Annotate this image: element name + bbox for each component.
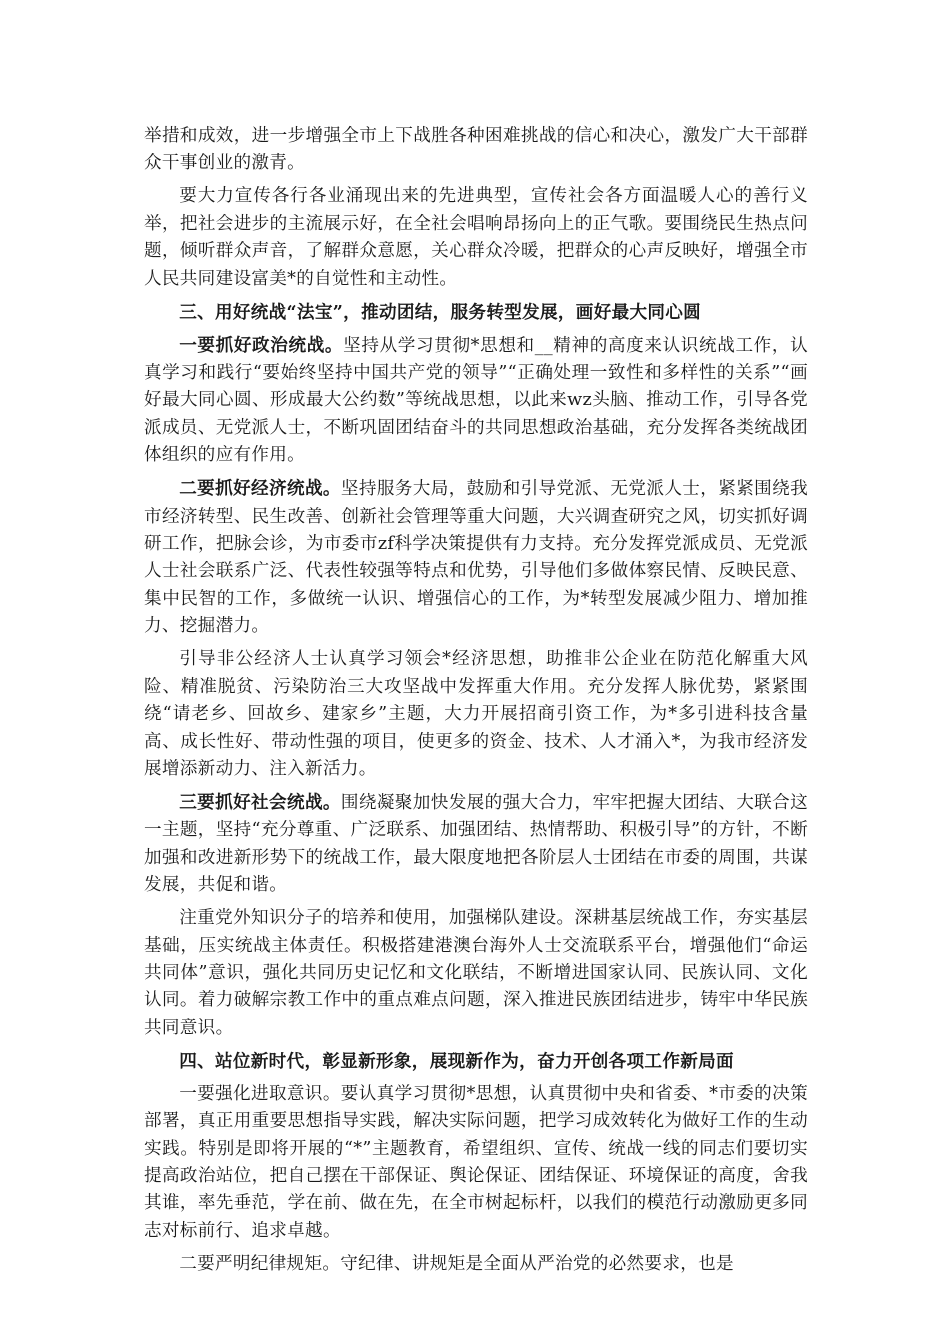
paragraph-intellectuals: 注重党外知识分子的培养和使用，加强梯队建设。深耕基层统战工作，夯实基层基础，压实统战主体责任。积极搭建港澳台海外人士交流联系平台，增强他们“命运共同体”意识，强化共同历史记忆和文化联结，不断增进国家认同、民族认同、文化认同。着力破解宗教工作中的重点难点问题，深入推进民族团结进步，铸牢中华民族共同意识。 <box>144 908 808 1038</box>
paragraph-body: 坚持从学习贯彻*思想和__精神的高度来认识统战工作，认真学习和践行“要始终坚持中国共产党的领导”“正确处理一致性和多样性的关系”“画好最大同心圆、形成最大公约数”等统战思想，以此来wz头脑、推动工作，引导各党派成员、无党派人士，不断巩固团结奋斗的共同思想政治基础，充分发挥各类统战团体组织的应有作用。 <box>144 335 808 466</box>
paragraph-publicity-models: 要大力宣传各行各业涌现出来的先进典型，宣传社会各方面温暖人心的善行义举，把社会进步的主流展示好，在全社会唱响昂扬向上的正气歌。要围绕民生热点问题，倾听群众声音，了解群众意愿，关心群众冷暖，把群众的心声反映好，增强全市人民共同建设富美*的自觉性和主动性。 <box>144 186 808 289</box>
paragraph-continued: 举措和成效，进一步增强全市上下战胜各种困难挑战的信心和决心，激发广大干部群众干事创业的激青。 <box>144 126 808 174</box>
paragraph-body: 围绕凝聚加快发展的强大合力，牢牢把握大团结、大联合这一主题，坚持“充分尊重、广泛联系、加强团结、热情帮助、积极引导”的方针，不断加强和改进新形势下的统战工作，最大限度地把各阶层人士团结在市委的周围，共谋发展，共促和谐。 <box>144 792 808 896</box>
paragraph-body: 坚持服务大局，鼓励和引导党派、无党派人士，紧紧围绕我市经济转型、民生改善、创新社会管理等重大问题，大兴调查研究之风，切实抓好调研工作，把脉会诊，为市委市zf科学决策提供有力支持。充分发挥党派成员、无党派人士社会联系广泛、代表性较强等特点和优势，引导他们多做体察民情、反映民意、集中民智的工作，多做统一认识、增强信心的工作，为*转型发展减少阻力、增加推力、挖掘潜力。 <box>144 479 808 637</box>
paragraph-social-united-front <box>144 789 808 900</box>
section-heading-3: 三、用好统战“法宝”，推动团结，服务转型发展，画好最大同心圆 <box>179 301 702 323</box>
paragraph-discipline: 二要严明纪律规矩。守纪律、讲规矩是全面从严治党的必然要求，也是 <box>179 1253 734 1274</box>
paragraph-lead: 一要抓好政治统战。 <box>179 334 344 356</box>
paragraph-lead: 三要抓好社会统战。 <box>179 791 341 813</box>
paragraph-lead: 二要抓好经济统战。 <box>179 478 341 500</box>
paragraph-enterprising: 一要强化进取意识。要认真学习贯彻*思想，认真贯彻中央和省委、*市委的决策部署，真正用重要思想指导实践，解决实际问题，把学习成效转化为做好工作的生动实践。特别是即将开展的“*”主题教育，希望组织、宣传、统战一线的同志们要切实提高政治站位，把自己摆在干部保证、舆论保证、团结保证、环境保证的高度，舍我其谁，率先垂范，学在前、做在先，在全市树起标杆，以我们的模范行动激励更多同志对标前行、追求卓越。 <box>144 1083 808 1241</box>
paragraph-economic-united-front <box>144 475 808 640</box>
paragraph-non-public-economy: 引导非公经济人士认真学习领会*经济思想，助推非公企业在防范化解重大风险、精准脱贫、污染防治三大攻坚战中发挥重大作用。充分发挥人脉优势，紧紧围绕“请老乡、回故乡、建家乡”主题，大力开展招商引资工作，为*多引进科技含量高、成长性好、带动性强的项目，使更多的资金、技术、人才涌入*，为我市经济发展增添新动力、注入新活力。 <box>144 649 808 779</box>
document-page <box>144 123 808 1284</box>
paragraph-political-united-front <box>144 332 808 470</box>
section-heading-4: 四、站位新时代，彰显新形象，展现新作为，奋力开创各项工作新局面 <box>179 1050 734 1072</box>
